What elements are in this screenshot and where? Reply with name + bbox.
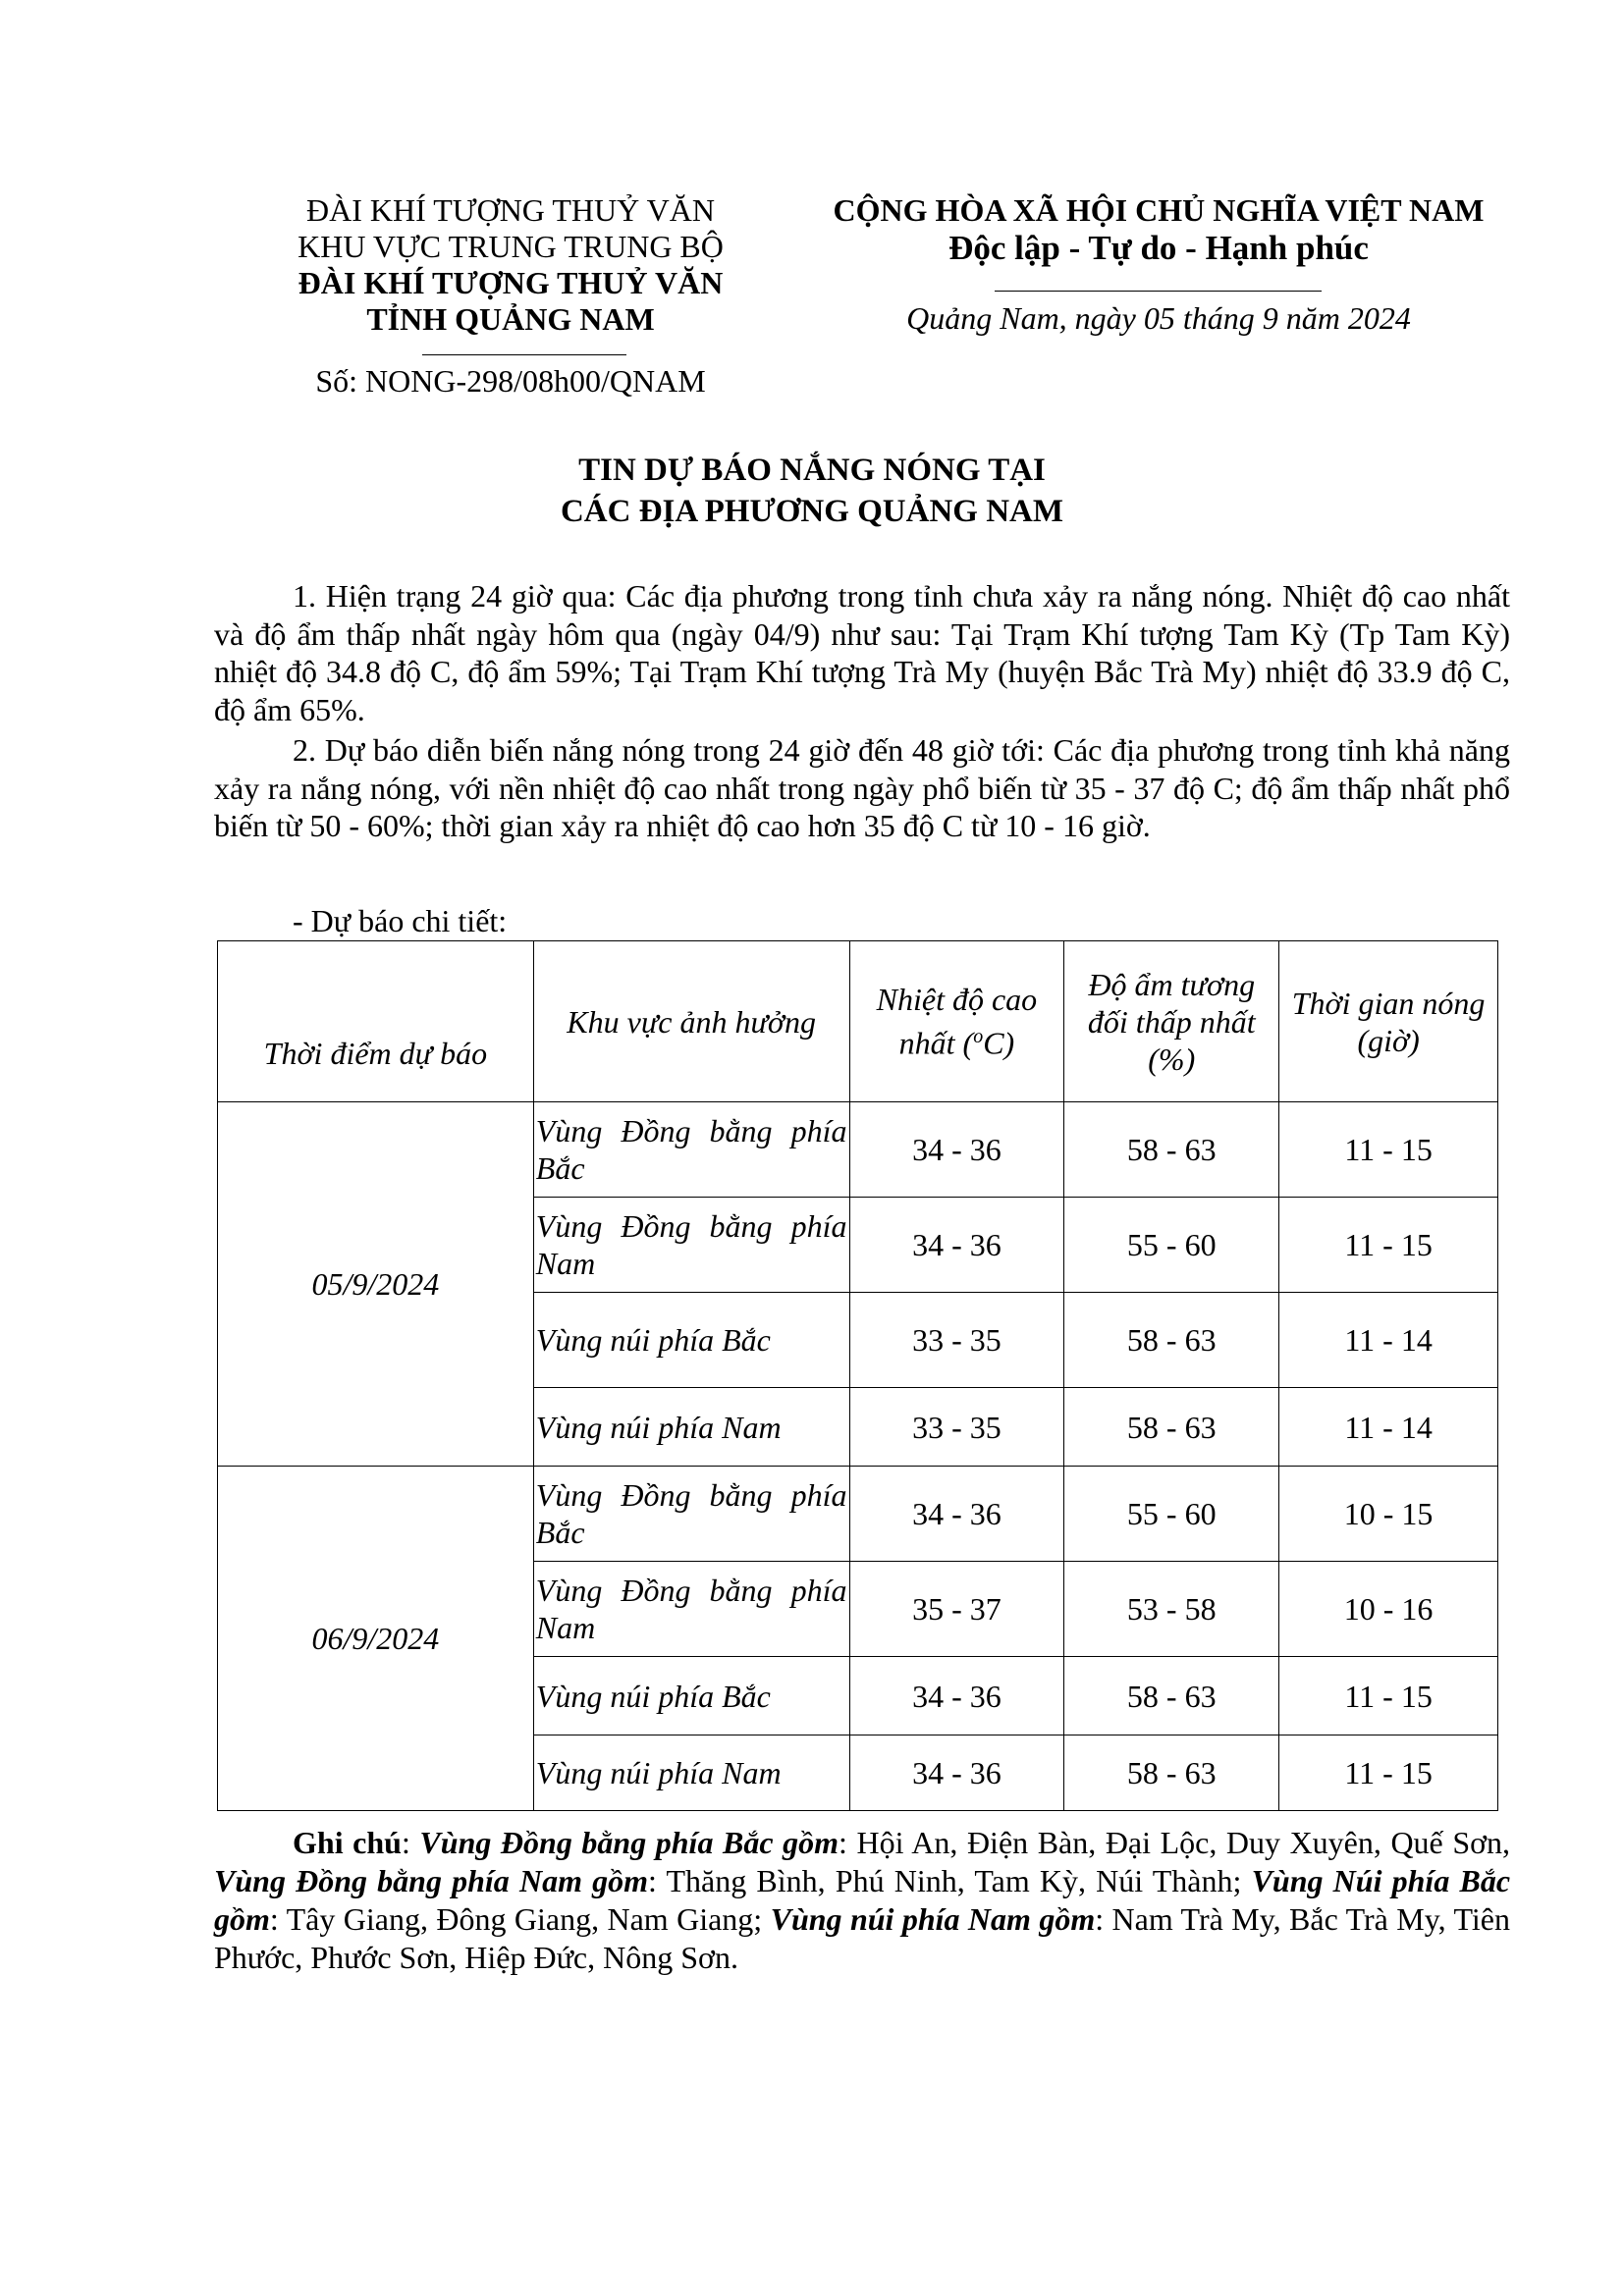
forecast-date-cell: 05/9/2024 (218, 1102, 534, 1467)
forecast-date-cell: 06/9/2024 (218, 1467, 534, 1811)
table-row (218, 1102, 1498, 1198)
header-min-humidity: Độ ẩm tương đối thấp nhất (%) (1064, 941, 1279, 1102)
paragraph-forecast: 2. Dự báo diễn biến nắng nóng trong 24 giờ đến 48 giờ tới: Các địa phương trong tỉnh khả năng xảy ra nắng nóng, với nền nhiệt độ cao nhất trong ngày phổ biến từ 35 - 37 độ C; độ ẩm thấp nhất phổ biến từ 50 - 60%; thời gian xảy ra nhiệt độ cao hơn 35 độ C từ 10 - 16 giờ. (214, 732, 1510, 843)
humidity-cell: 58 - 63 (1064, 1293, 1279, 1388)
note-group-text: : Thăng Bình, Phú Ninh, Tam Kỳ, Núi Thành; (648, 1863, 1252, 1898)
agency-line-2: KHU VỰC TRUNG TRUNG BỘ (298, 229, 724, 264)
forecast-table (217, 940, 1498, 1811)
note-paragraph: Ghi chú: Vùng Đồng bằng phía Bắc gồm: Hội An, Điện Bàn, Đại Lộc, Duy Xuyên, Quế Sơn, Vùng Đồng bằng phía Nam gồm: Thăng Bình, Phú Ninh, Tam Kỳ, Núi Thành; Vùng Núi phía Bắc gồm: Tây Giang, Đông Giang, Nam Giang; Vùng núi phía Nam gồm: Nam Trà My, Bắc Trà My, Tiên Phước, Phước Sơn, Hiệp Đức, Nông Sơn. (214, 1825, 1511, 1975)
agency-line-1: ĐÀI KHÍ TƯỢNG THUỶ VĂN (306, 192, 715, 228)
table-header-row (218, 941, 1498, 1102)
humidity-cell: 55 - 60 (1064, 1467, 1279, 1562)
note-group-label: Vùng Đồng bằng phía Bắc gồm (419, 1825, 839, 1860)
humidity-cell: 53 - 58 (1064, 1562, 1279, 1657)
title-line-1: TIN DỰ BÁO NẮNG NÓNG TẠI (578, 453, 1046, 488)
header-hot-duration: Thời gian nóng (giờ) (1279, 941, 1498, 1102)
header-max-temperature: Nhiệt độ cao nhất ($^o$C) (849, 941, 1064, 1102)
area-cell: Vùng núi phía Bắc (533, 1657, 849, 1735)
area-cell: Vùng Đồng bằng phía Nam (533, 1198, 849, 1293)
area-cell: Vùng núi phía Nam (533, 1388, 849, 1467)
agency-line-3: ĐÀI KHÍ TƯỢNG THUỶ VĂN (298, 265, 724, 300)
header-affected-area: Khu vực ảnh hưởng (533, 941, 849, 1102)
note-group-text: : Nam Trà My, Bắc Trà My, Tiên Phước, Phước Sơn, Hiệp Đức, Nông Sơn. (214, 1901, 1511, 1975)
agency-line-4: TỈNH QUẢNG NAM (366, 301, 655, 337)
note-group-label: Vùng Núi phía Bắc gồm (214, 1863, 1511, 1937)
hours-cell: 11 - 15 (1279, 1735, 1498, 1811)
hours-cell: 11 - 15 (1279, 1102, 1498, 1198)
agency-block (255, 192, 766, 338)
temperature-cell: 33 - 35 (849, 1388, 1064, 1467)
hours-cell: 11 - 15 (1279, 1198, 1498, 1293)
area-cell: Vùng Đồng bằng phía Bắc (533, 1102, 849, 1198)
table-row (218, 1467, 1498, 1562)
note-label: Ghi chú (293, 1825, 402, 1860)
national-motto: Độc lập - Tự do - Hạnh phúc (948, 229, 1369, 267)
humidity-cell: 58 - 63 (1064, 1657, 1279, 1735)
agency-underline (422, 354, 626, 355)
document-number: Số: NONG-298/08h00/QNAM (315, 363, 706, 399)
national-heading (805, 192, 1512, 268)
humidity-cell: 55 - 60 (1064, 1198, 1279, 1293)
humidity-cell: 58 - 63 (1064, 1102, 1279, 1198)
paragraph-current-status: 1. Hiện trạng 24 giờ qua: Các địa phương trong tỉnh chưa xảy ra nắng nóng. Nhiệt độ cao nhất và độ ẩm thấp nhất ngày hôm qua (ngày 04/9) như sau: Tại Trạm Khí tượng Tam Kỳ (Tp Tam Kỳ) nhiệt độ 34.8 độ C, độ ẩm 59%; Tại Trạm Khí tượng Trà My (huyện Bắc Trà My) nhiệt độ 33.9 độ C, độ ẩm 65%. (214, 578, 1510, 727)
header-forecast-time: Thời điểm dự báo (218, 941, 534, 1102)
note-group-label: Vùng núi phía Nam gồm (770, 1901, 1096, 1937)
temperature-cell: 34 - 36 (849, 1102, 1064, 1198)
temperature-cell: 34 - 36 (849, 1467, 1064, 1562)
temperature-cell: 34 - 36 (849, 1198, 1064, 1293)
hours-cell: 11 - 14 (1279, 1293, 1498, 1388)
country-name: CỘNG HÒA XÃ HỘI CHỦ NGHĨA VIỆT NAM (833, 192, 1485, 228)
area-cell: Vùng Đồng bằng phía Bắc (533, 1467, 849, 1562)
note-group-text: : Tây Giang, Đông Giang, Nam Giang; (269, 1901, 771, 1937)
area-cell: Vùng Đồng bằng phía Nam (533, 1562, 849, 1657)
humidity-cell: 58 - 63 (1064, 1735, 1279, 1811)
note-group-text: : Hội An, Điện Bàn, Đại Lộc, Duy Xuyên, Quế Sơn, (839, 1825, 1511, 1860)
temperature-cell: 34 - 36 (849, 1657, 1064, 1735)
temperature-cell: 34 - 36 (849, 1735, 1064, 1811)
temperature-cell: 33 - 35 (849, 1293, 1064, 1388)
document-title (196, 450, 1428, 532)
area-cell: Vùng núi phía Nam (533, 1735, 849, 1811)
note-group-label: Vùng Đồng bằng phía Nam gồm (214, 1863, 649, 1898)
paragraph-detail-intro: - Dự báo chi tiết: (293, 903, 508, 938)
temperature-cell: 35 - 37 (849, 1562, 1064, 1657)
place-date: Quảng Nam, ngày 05 tháng 9 năm 2024 (906, 300, 1411, 336)
title-line-2: CÁC ĐỊA PHƯƠNG QUẢNG NAM (560, 494, 1064, 529)
hours-cell: 10 - 15 (1279, 1467, 1498, 1562)
hours-cell: 10 - 16 (1279, 1562, 1498, 1657)
motto-underline (995, 291, 1322, 292)
hours-cell: 11 - 14 (1279, 1388, 1498, 1467)
hours-cell: 11 - 15 (1279, 1657, 1498, 1735)
area-cell: Vùng núi phía Bắc (533, 1293, 849, 1388)
humidity-cell: 58 - 63 (1064, 1388, 1279, 1467)
